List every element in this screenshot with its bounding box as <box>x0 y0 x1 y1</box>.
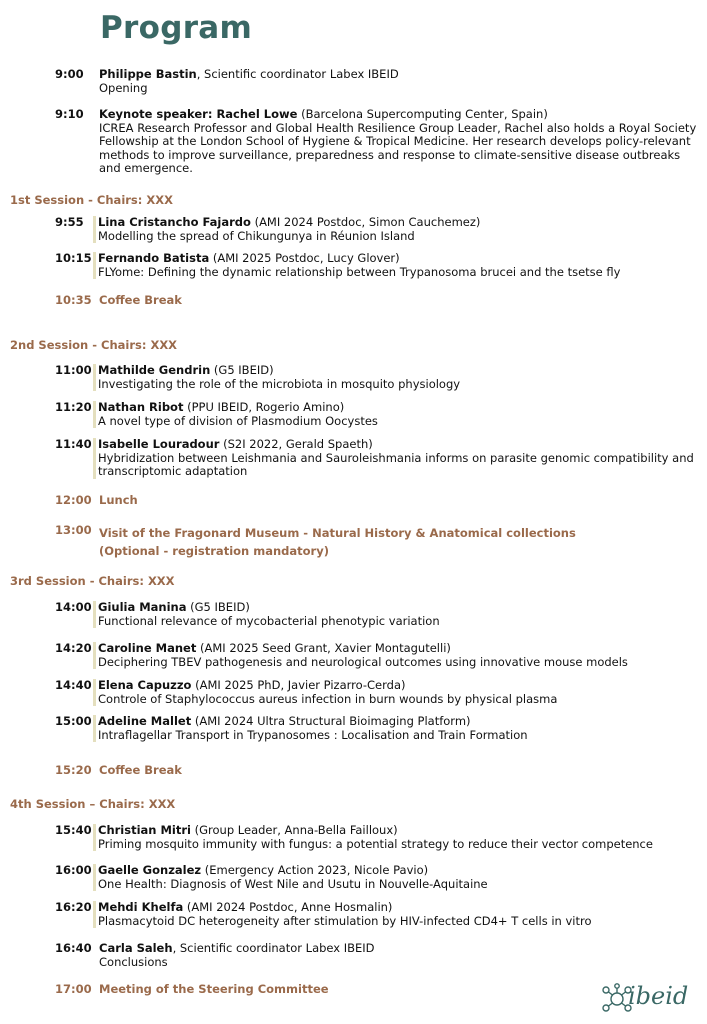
speaker-affiliation: (Group Leader, Anna-Bella Failloux) <box>190 823 398 837</box>
item-time: 11:00 <box>55 363 92 377</box>
speaker-affiliation: (Emergency Action 2023, Nicole Pavio) <box>201 863 429 877</box>
speaker-affiliation: (AMI 2025 Seed Grant, Xavier Montagutelli) <box>196 641 451 655</box>
talk-title: One Health: Diagnosis of West Nile and Usutu in Nouvelle-Aquitaine <box>98 876 488 891</box>
item-time: 11:40 <box>55 437 92 451</box>
speaker-affiliation: (AMI 2025 PhD, Javier Pizarro-Cerda) <box>191 678 406 692</box>
speaker-affiliation: (AMI 2024 Postdoc, Simon Cauchemez) <box>250 215 481 229</box>
talk-title: Functional relevance of mycobacterial phenotypic variation <box>98 613 440 628</box>
item-time: 14:40 <box>55 678 92 692</box>
speaker-name: Adeline Mallet <box>98 714 192 728</box>
talk-title: Opening <box>99 80 148 95</box>
speaker-name: Isabelle Louradour <box>98 437 220 451</box>
item-time: 10:15 <box>55 251 92 265</box>
talk-title: Modelling the spread of Chikungunya in Réunion Island <box>98 228 415 243</box>
talk-description: ICREA Research Professor and Global Health Resilience Group Leader, Rachel also holds a Royal Society Fellowship at the London School of Hygiene & Tropical Medicine. Her research develops policy-relevant methods to improve surveillance, preparedness and response to climate-sensitive disease outbreaks and emergence. <box>99 120 697 176</box>
speaker-name: Philippe Bastin <box>99 67 197 81</box>
item-time: 16:00 <box>55 863 92 877</box>
session-heading: 4th Session – Chairs: XXX <box>10 797 176 811</box>
speaker-name: Christian Mitri <box>98 823 191 837</box>
talk-title: A novel type of division of Plasmodium Oocystes <box>98 413 378 428</box>
visit-note: (Optional - registration mandatory) <box>99 544 329 558</box>
speaker-affiliation: (Barcelona Supercomputing Center, Spain) <box>297 107 548 121</box>
talk-title: Conclusions <box>99 954 168 969</box>
item-time: 9:00 <box>55 67 84 81</box>
speaker-name: Caroline Manet <box>98 641 197 655</box>
item-time: 16:40 <box>55 941 92 955</box>
speaker-affiliation: (G5 IBEID) <box>210 363 274 377</box>
talk-title: Plasmacytoid DC heterogeneity after stimulation by HIV-infected CD4+ T cells in vitro <box>98 913 592 928</box>
speaker-name: Gaelle Gonzalez <box>98 863 202 877</box>
speaker-affiliation: , Scientific coordinator Labex IBEID <box>172 941 375 955</box>
talk-title: Hybridization between Leishmania and Sauroleishmania informs on parasite genomic compatibility and transcriptomic adaptation <box>98 450 694 479</box>
item-time: 10:35 <box>55 293 92 307</box>
talk-title: Priming mosquito immunity with fungus: a potential strategy to reduce their vector competence <box>98 836 653 851</box>
item-time: 15:20 <box>55 763 92 777</box>
session-heading: 1st Session - Chairs: XXX <box>10 193 173 207</box>
item-time: 9:55 <box>55 215 84 229</box>
logo-wordmark: ibeid <box>628 982 689 1010</box>
speaker-name: Giulia Manina <box>98 600 187 614</box>
speaker-affiliation: (S2I 2022, Gerald Spaeth) <box>219 437 373 451</box>
talk-title: Intraflagellar Transport in Trypanosomes : Localisation and Train Formation <box>98 727 528 742</box>
break-label: Lunch <box>99 493 138 507</box>
talk-title: FLYome: Defining the dynamic relationship between Trypanosoma brucei and the tsetse fly <box>98 264 621 279</box>
item-time: 15:00 <box>55 714 92 728</box>
speaker-affiliation: , Scientific coordinator Labex IBEID <box>196 67 399 81</box>
session-heading: 2nd Session - Chairs: XXX <box>10 338 178 352</box>
speaker-name: Nathan Ribot <box>98 400 184 414</box>
session-heading: 3rd Session - Chairs: XXX <box>10 574 175 588</box>
meeting-label: Meeting of the Steering Committee <box>99 982 329 996</box>
speaker-affiliation: (AMI 2024 Ultra Structural Bioimaging Platform) <box>191 714 471 728</box>
speaker-affiliation: (AMI 2025 Postdoc, Lucy Glover) <box>209 251 400 265</box>
talk-title: Deciphering TBEV pathogenesis and neurological outcomes using innovative mouse models <box>98 654 628 669</box>
break-label: Coffee Break <box>99 293 182 307</box>
speaker-affiliation: (G5 IBEID) <box>186 600 250 614</box>
item-time: 16:20 <box>55 900 92 914</box>
ibeid-logo <box>600 980 700 1016</box>
speaker-name: Elena Capuzzo <box>98 678 192 692</box>
item-time: 15:40 <box>55 823 92 837</box>
item-time: 11:20 <box>55 400 92 414</box>
speaker-affiliation: (AMI 2024 Postdoc, Anne Hosmalin) <box>183 900 393 914</box>
item-time: 14:20 <box>55 641 92 655</box>
speaker-name: Keynote speaker: Rachel Lowe <box>99 107 298 121</box>
break-label: Coffee Break <box>99 763 182 777</box>
speaker-name: Lina Cristancho Fajardo <box>98 215 251 229</box>
speaker-name: Carla Saleh <box>99 941 173 955</box>
item-time: 17:00 <box>55 982 92 996</box>
talk-title: Investigating the role of the microbiota in mosquito physiology <box>98 376 461 391</box>
speaker-name: Fernando Batista <box>98 251 210 265</box>
item-time: 9:10 <box>55 107 84 121</box>
speaker-name: Mehdi Khelfa <box>98 900 184 914</box>
talk-title: Controle of Staphylococcus aureus infection in burn wounds by physical plasma <box>98 691 558 706</box>
item-time: 14:00 <box>55 600 92 614</box>
speaker-affiliation: (PPU IBEID, Rogerio Amino) <box>183 400 345 414</box>
speaker-name: Mathilde Gendrin <box>98 363 211 377</box>
item-time: 13:00 <box>55 523 92 537</box>
page-title: Program <box>100 10 253 46</box>
visit-label: Visit of the Fragonard Museum - Natural History & Anatomical collections <box>99 526 576 540</box>
item-time: 12:00 <box>55 493 92 507</box>
